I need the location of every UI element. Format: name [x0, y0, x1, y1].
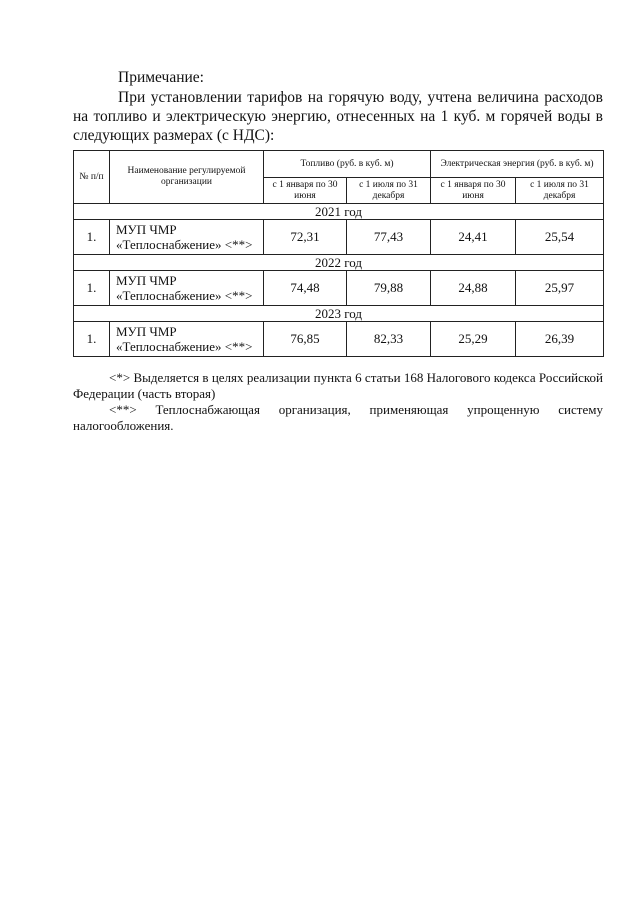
- footnote-2-word: Теплоснабжающая: [155, 402, 260, 417]
- header-electric-period2: с 1 июля по 31 декабря: [516, 178, 604, 204]
- org-name-line2: «Теплоснабжение» <**>: [116, 339, 253, 354]
- row-num: 1.: [74, 322, 110, 357]
- fuel-period1-value: 76,85: [264, 322, 347, 357]
- org-cell: [110, 271, 264, 306]
- note-title: Примечание:: [118, 69, 204, 86]
- row-num: 1.: [74, 271, 110, 306]
- org-cell: [110, 220, 264, 255]
- fuel-period2-value: 77,43: [347, 220, 431, 255]
- electric-period1-value: 24,88: [431, 271, 516, 306]
- electric-period2-value: 25,97: [516, 271, 604, 306]
- fuel-period2-value: 79,88: [347, 271, 431, 306]
- table-row: [74, 220, 604, 255]
- fuel-period1-value: 74,48: [264, 271, 347, 306]
- table-row: [74, 322, 604, 357]
- footnote-2-word: упрощенную: [467, 402, 540, 417]
- electric-period2-value: 25,54: [516, 220, 604, 255]
- header-fuel: Топливо (руб. в куб. м): [264, 151, 431, 178]
- year-row: [74, 255, 604, 271]
- org-name-line2: «Теплоснабжение» <**>: [116, 288, 253, 303]
- table-header-row: [74, 151, 604, 178]
- year-label: 2021 год: [74, 204, 604, 220]
- row-num: 1.: [74, 220, 110, 255]
- header-fuel-period1: с 1 января по 30 июня: [264, 178, 347, 204]
- org-cell: [110, 322, 264, 357]
- year-row: [74, 306, 604, 322]
- footnote-2-word: организация,: [278, 402, 351, 417]
- footnote-2-continuation: налогообложения.: [73, 418, 174, 433]
- table-row: [74, 271, 604, 306]
- tariffs-table: [73, 150, 604, 357]
- header-num: № п/п: [74, 151, 110, 204]
- year-row: [74, 204, 604, 220]
- electric-period1-value: 24,41: [431, 220, 516, 255]
- header-fuel-period2: с 1 июля по 31 декабря: [347, 178, 431, 204]
- electric-period2-value: 26,39: [516, 322, 604, 357]
- footnotes: [73, 370, 603, 434]
- electric-period1-value: 25,29: [431, 322, 516, 357]
- org-name-line1: МУП ЧМР: [116, 222, 177, 237]
- year-label: 2023 год: [74, 306, 604, 322]
- footnote-2-word: применяющая: [369, 402, 449, 417]
- footnote-2-word: <**>: [109, 402, 137, 417]
- header-electric: Электрическая энергия (руб. в куб. м): [431, 151, 604, 178]
- year-label: 2022 год: [74, 255, 604, 271]
- footnote-2: [73, 402, 603, 418]
- org-name-line1: МУП ЧМР: [116, 273, 177, 288]
- header-org: Наименование регулируемой организации: [110, 151, 264, 204]
- fuel-period1-value: 72,31: [264, 220, 347, 255]
- footnote-1: <*> Выделяется в целях реализации пункта 6 статьи 168 Налогового кодекса Российской Федерации (часть вторая): [73, 370, 603, 401]
- fuel-period2-value: 82,33: [347, 322, 431, 357]
- org-name-line2: «Теплоснабжение» <**>: [116, 237, 253, 252]
- footnote-2-word: систему: [558, 402, 603, 417]
- note-intro: При установлении тарифов на горячую воду, учтена величина расходов на топливо и электрическую энергию, отнесенных на 1 куб. м горячей воды в следующих размерах (с НДС):: [73, 89, 603, 144]
- header-electric-period1: с 1 января по 30 июня: [431, 178, 516, 204]
- org-name-line1: МУП ЧМР: [116, 324, 177, 339]
